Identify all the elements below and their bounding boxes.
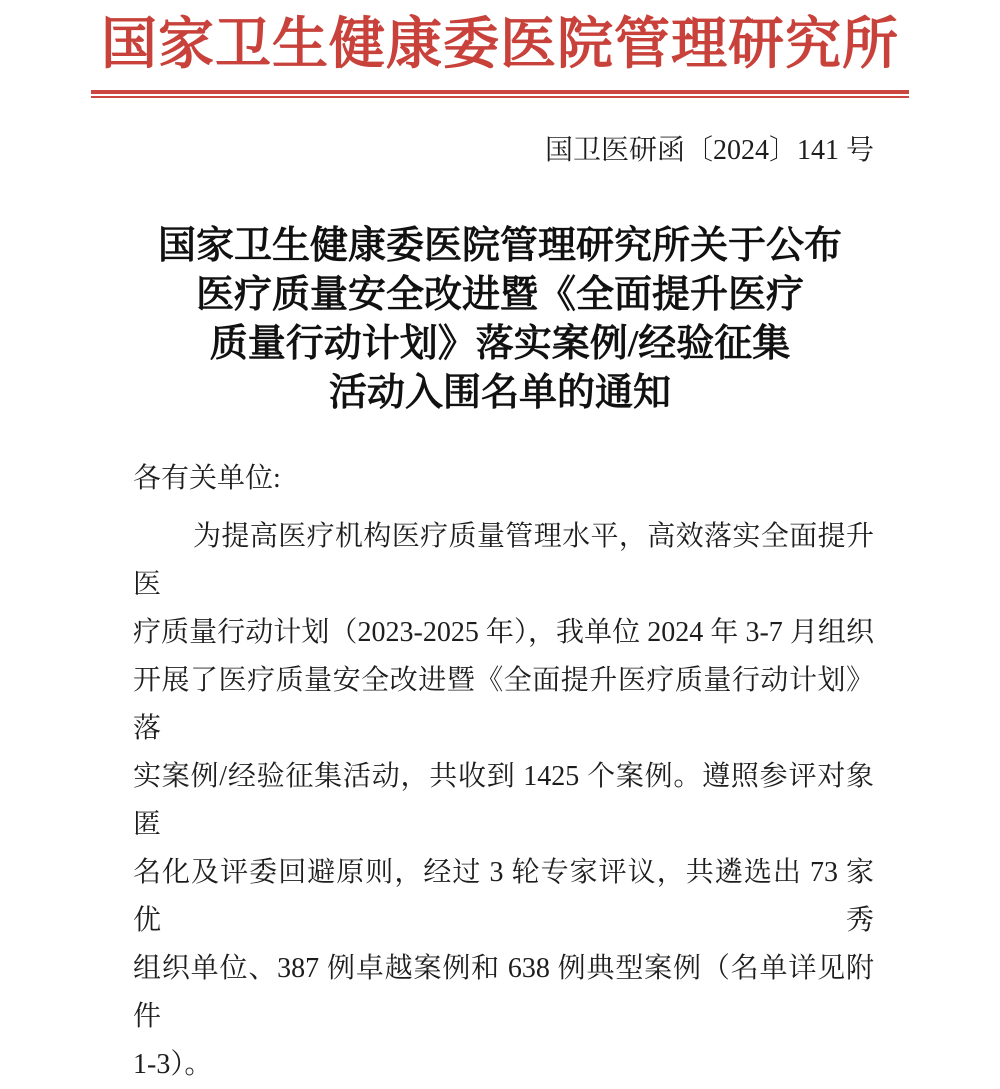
document-number: 国卫医研函〔2024〕141 号 xyxy=(544,135,874,166)
body-line: 1-3）。 xyxy=(133,1049,213,1080)
notice-title-line: 医疗质量安全改进暨《全面提升医疗 xyxy=(195,274,804,316)
body-line: 疗质量行动计划（2023-2025 年），我单位 2024 年 3-7 月组织 xyxy=(133,617,874,648)
salutation: 各有关单位: xyxy=(133,463,281,494)
notice-body xyxy=(0,455,1000,1089)
notice-title-line: 质量行动计划》落实案例/经验征集 xyxy=(209,323,791,365)
divider-thick-rule xyxy=(91,90,909,94)
letterhead-title: 国家卫生健康委医院管理研究所 xyxy=(101,14,899,76)
body-paragraph xyxy=(133,513,874,1089)
body-line: 组织单位、387 例卓越案例和 638 例典型案例（名单详见附件 xyxy=(133,953,874,1032)
notice-title-line: 国家卫生健康委医院管理研究所关于公布 xyxy=(157,225,842,267)
body-line: 开展了医疗质量安全改进暨《全面提升医疗质量行动计划》落 xyxy=(133,665,874,744)
divider-thin-rule xyxy=(91,96,909,98)
body-line: 为提高医疗机构医疗质量管理水平，高效落实全面提升医 xyxy=(133,521,874,600)
body-line: 实案例/经验征集活动，共收到 1425 个案例。遵照参评对象匿 xyxy=(133,761,874,840)
letterhead-divider xyxy=(91,90,909,98)
notice-title-line: 活动入围名单的通知 xyxy=(328,372,671,414)
notice-title xyxy=(0,222,1000,418)
body-line: 名化及评委回避原则，经过 3 轮专家评议，共遴选出 73 家优秀 xyxy=(133,857,874,936)
